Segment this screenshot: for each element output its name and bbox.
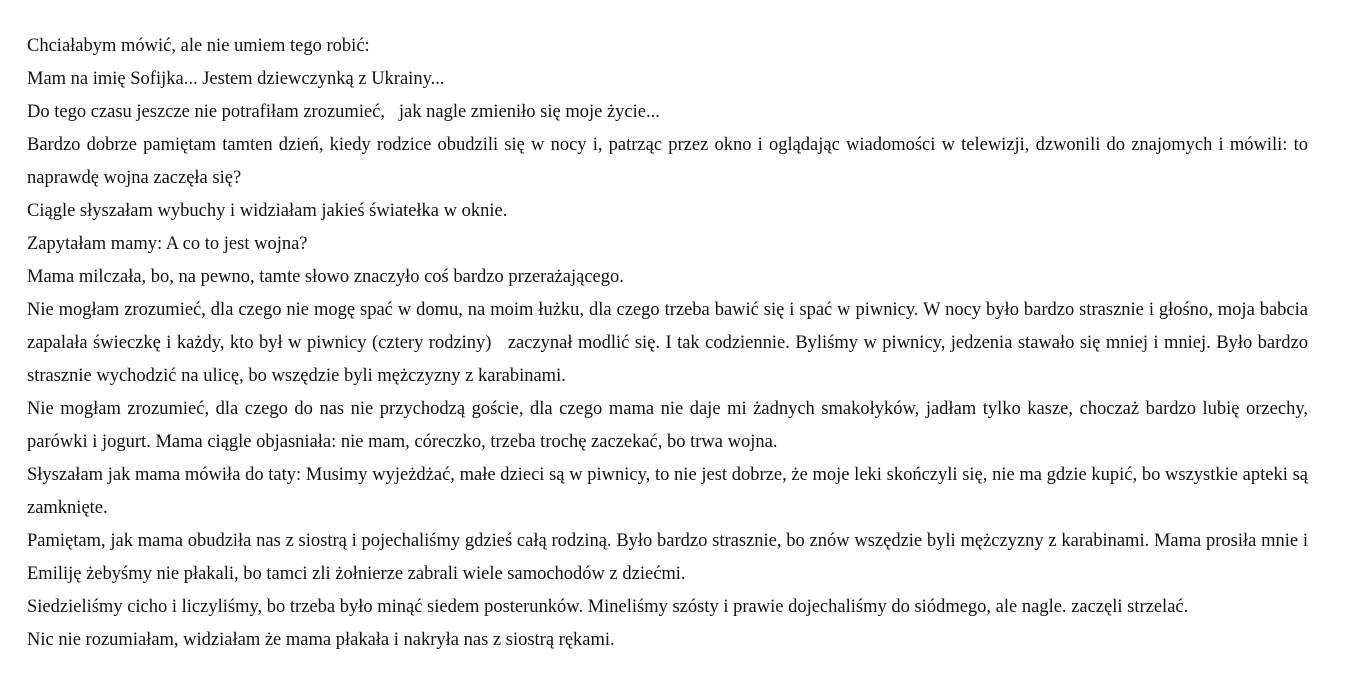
paragraph-name: Mam na imię Sofijka... Jestem dziewczynką z Ukrainy... (27, 69, 445, 89)
paragraph-life-changed: Do tego czasu jeszcze nie potrafiłam zrozumieć, jak nagle zmieniło się moje życie... (27, 102, 660, 122)
paragraph-must-leave: Słyszałam jak mama mówiła do taty: Musimy wyjeżdżać, małe dzieci są w piwnicy, to nie jest dobrze, że moje leki skończyli się, nie ma gdzie kupić, bo wszystkie apteki są zamknięte. (27, 465, 1313, 518)
paragraph-explosions: Ciągle słyszałam wybuchy i widziałam jakieś światełka w oknie. (27, 201, 508, 221)
paragraph-no-guests: Nie mogłam zrozumieć, dla czego do nas nie przychodzą goście, dla czego mama nie daje mi żadnych smakołyków, jadłam tylko kasze, choczaż bardzo lubię orzechy, parówki i jogurt. Mama ciągle objasniała: nie mam, córeczko, trzeba trochę zaczekać, bo trwa wojna. (27, 399, 1313, 452)
paragraph-basement: Nie mogłam zrozumieć, dla czego nie mogę spać w domu, na moim łużku, dla czego trzeba bawić się i spać w piwnicy. W nocy było bardzo strasznie i głośno, moja babcia zapalała świeczkę i każdy, kto był w piwnicy (cztery rodziny) zaczynał modlić się. I tak codziennie. Byliśmy w piwnicy, jedzenia stawało się mniej i mniej. Było bardzo strasznie wychodzić na ulicę, bo wszędzie byli mężczyzny z karabinami. (27, 300, 1313, 386)
paragraph-intro: Chciałabym mówić, ale nie umiem tego robić: (27, 36, 370, 56)
paragraph-that-day: Bardzo dobrze pamiętam tamten dzień, kiedy rodzice obudzili się w nocy i, patrząc przez okno i oglądając wiadomości w telewizji, dzwonili do znajomych i mówili: to naprawdę wojna zaczęła się? (27, 135, 1313, 188)
paragraph-checkpoints: Siedzieliśmy cicho i liczyliśmy, bo trzeba było minąć siedem posterunków. Mineliśmy szósty i prawie dojechaliśmy do siódmego, ale nagle. zaczęli strzelać. (27, 597, 1189, 617)
paragraph-departure: Pamiętam, jak mama obudziła nas z siostrą i pojechaliśmy gdzieś całą rodziną. Było bardzo strasznie, bo znów wszędzie byli mężczyzny z karabinami. Mama prosiła mnie i Emiliję żebyśmy nie płakali, bo tamci zli żołnierze zabrali wiele samochodów z dziećmi. (27, 531, 1313, 584)
paragraph-mother-silent: Mama milczała, bo, na pewno, tamte słowo znaczyło coś bardzo przerażającego. (27, 267, 624, 287)
paragraph-question: Zapytałam mamy: A co to jest wojna? (27, 234, 308, 254)
paragraph-final: Nic nie rozumiałam, widziałam że mama płakała i nakryła nas z siostrą rękami. (27, 630, 615, 650)
